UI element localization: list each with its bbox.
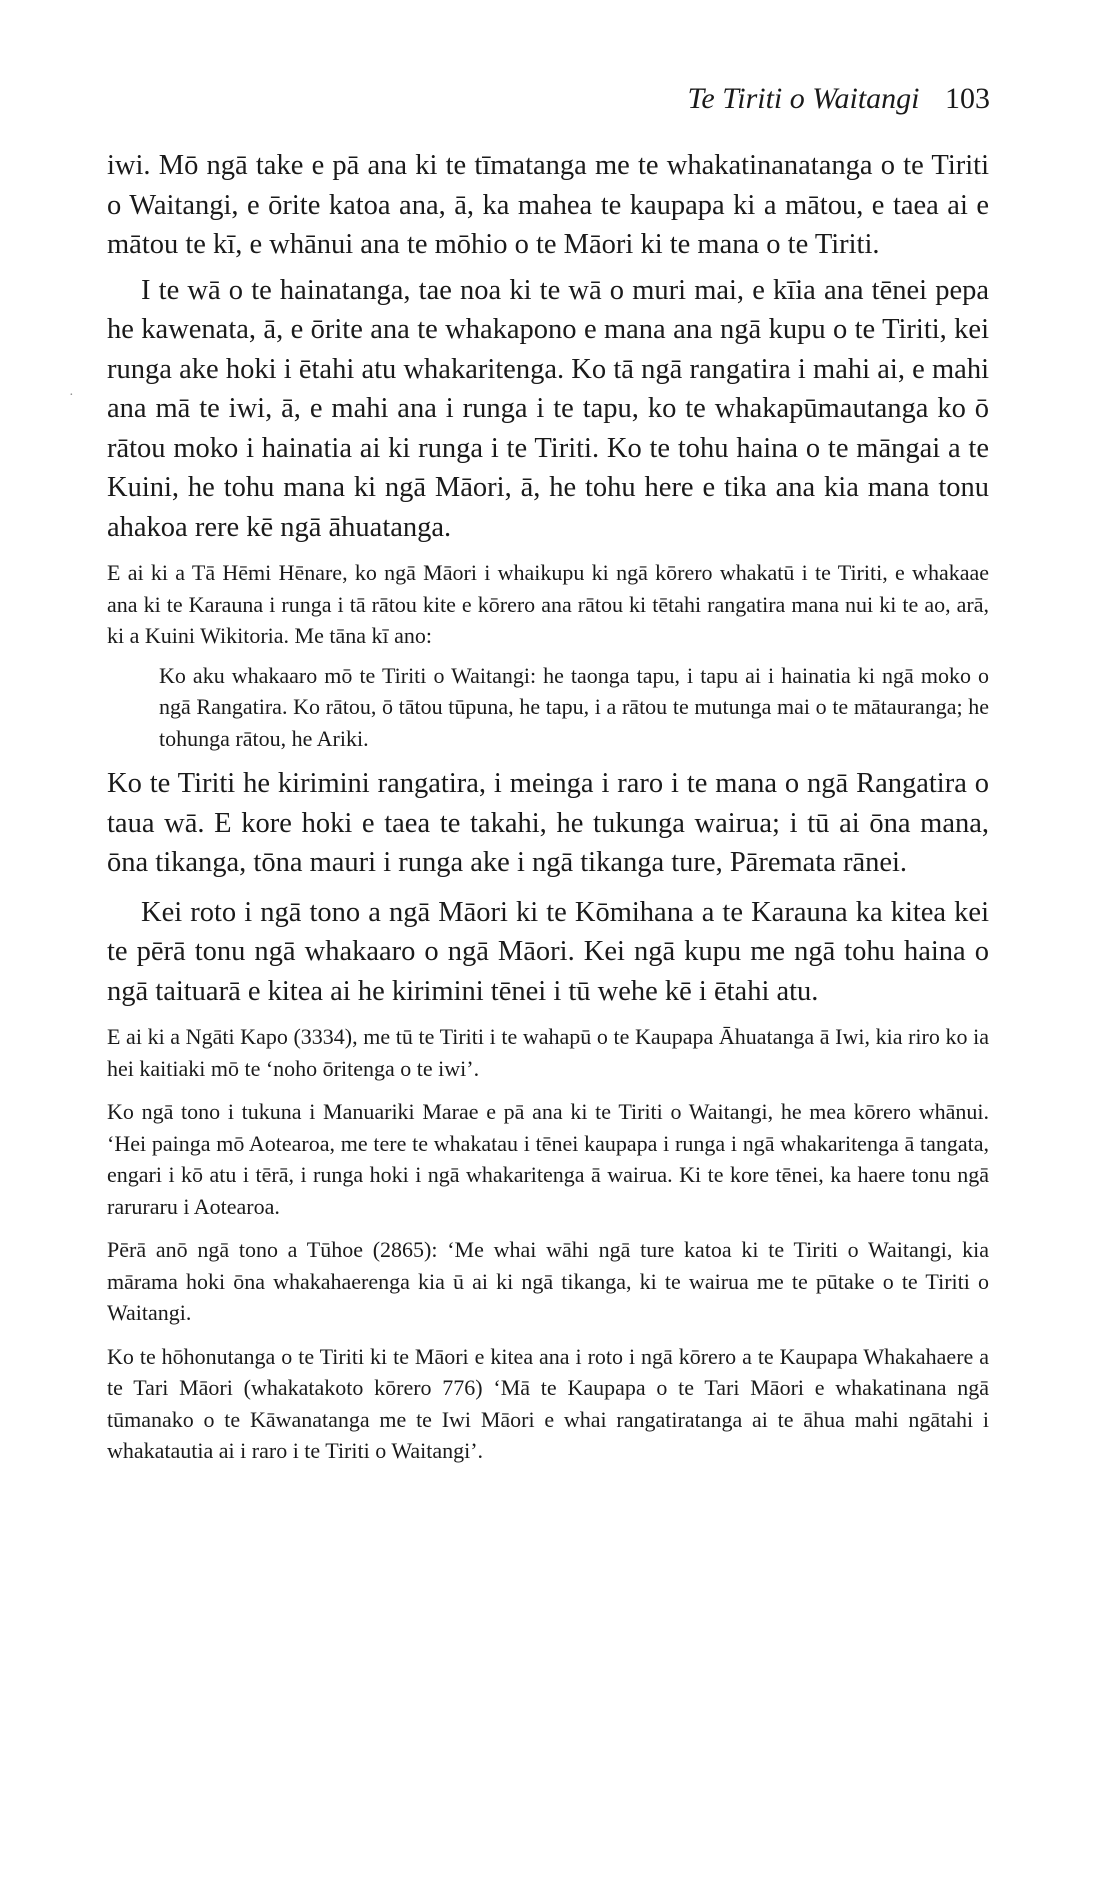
body-text [107,146,989,1467]
paragraph-submissions: Kei roto i ngā tono a ngā Māori ki te Kōmihana a te Karauna ka kitea kei te pērā tonu ngā whakaaro o ngā Māori. Kei ngā kupu me ngā tohu haina o ngā taituarā e kitea ai he kirimini tēnei i tū wehe kē i ētahi atu. [107,896,989,1007]
margin-mark: · [69,388,74,403]
paragraph-manuariki: Ko ngā tono i tukuna i Manuariki Marae e pā ana ki te Tiriti o Waitangi, he mea kōrero whānui. ‘Hei painga mō Aotearoa, me tere te whakatau i tēnei kaupapa i runga i ngā whakaritenga ā tangata, engari i kō atu i tērā, i runga hoki i ngā whakaritenga ā wairua. Ki te kore tēnei, ka haere tonu ngā raruraru i Aotearoa. [107,1099,989,1219]
page-number: 103 [945,82,990,115]
paragraph-ngati-kapo: E ai ki a Ngāti Kapo (3334), me tū te Tiriti i te wahapū o te Kaupapa Āhuatanga ā Iwi, kia riro ko ia hei kaitiaki mō te ‘noho ōritenga o te iwi’. [107,1024,989,1081]
paragraph-signing: I te wā o te hainatanga, tae noa ki te wā o muri mai, e kīia ana tēnei pepa he kawenata, ā, e ōrite ana te whakapono e mana ana ngā kupu o te Tiriti, kei runga ake hoki i ētahi atu whakaritenga. Ko tā ngā rangatira i mahi ai, e mahi ana mā te iwi, ā, e mahi ana i runga i te tapu, ko te whakapūmautanga ko ō rātou moko i hainatia ai ki runga i te Tiriti. Ko te tohu haina o te māngai a te Kuini, he tohu mana ki ngā Māori, ā, he tohu here e tika ana kia mana tonu ahakoa rere kē ngā āhuatanga. [107,274,989,543]
paragraph-continuation: iwi. Mō ngā take e pā ana ki te tīmatanga me te whakatinanatanga o te Tiriti o Waitangi, e ōrite katoa ana, ā, ka mahea te kaupapa ki a mātou, e taea ai e mātou te kī, e whānui ana te mōhio o te Māori ki te mana o te Tiriti. [107,150,989,260]
running-title: Te Tiriti o Waitangi [687,82,920,115]
block-quote: Ko aku whakaaro mō te Tiriti o Waitangi: he taonga tapu, i tapu ai i hainatia ki ngā moko o ngā Rangatira. Ko rātou, ō tātou tūpuna, he tapu, i a rātou te mutunga mai o te mātauranga; he tohunga rātou, he Ariki. [159,662,989,751]
paragraph-tari-maori: Ko te hōhonutanga o te Tiriti ki te Māori e kitea ana i roto i ngā kōrero a te Kaupapa Whakahaere a te Tari Māori (whakatakoto kōrero 776) ‘Mā te Kaupapa o te Tari Māori e whakatinana ngā tūmanako o te Kāwanatanga me te Iwi Māori e whai rangatiratanga ai te āhua mahi ngātahi i whakatautia ai i raro i te Tiriti o Waitangi’. [107,1343,989,1463]
running-header [687,82,990,116]
paragraph-henare: E ai ki a Tā Hēmi Hēnare, ko ngā Māori i whaikupu ki ngā kōrero whakatū i te Tiriti, e whakaae ana ki te Karauna i runga i tā rātou kite e kōrero ana rātou ki tētahi rangatira mana nui ki te ao, arā, ki a Kuini Wikitoria. Me tāna kī ano: [107,560,989,648]
paragraph-kirimini: Ko te Tiriti he kirimini rangatira, i meinga i raro i te mana o ngā Rangatira o taua wā. E kore hoki e taea te takahi, he tukunga wairua; i tū ai ōna mana, ōna tikanga, tōna mauri i runga ake i ngā tikanga ture, Pāremata rānei. [107,768,989,878]
paragraph-tuhoe: Pērā anō ngā tono a Tūhoe (2865): ‘Me whai wāhi ngā ture katoa ki te Tiriti o Waitangi, kia mārama hoki ōna whakahaerenga kia ū ai ki ngā tikanga, ki te wairua me te pūtake o te Tiriti o Waitangi. [107,1237,989,1325]
